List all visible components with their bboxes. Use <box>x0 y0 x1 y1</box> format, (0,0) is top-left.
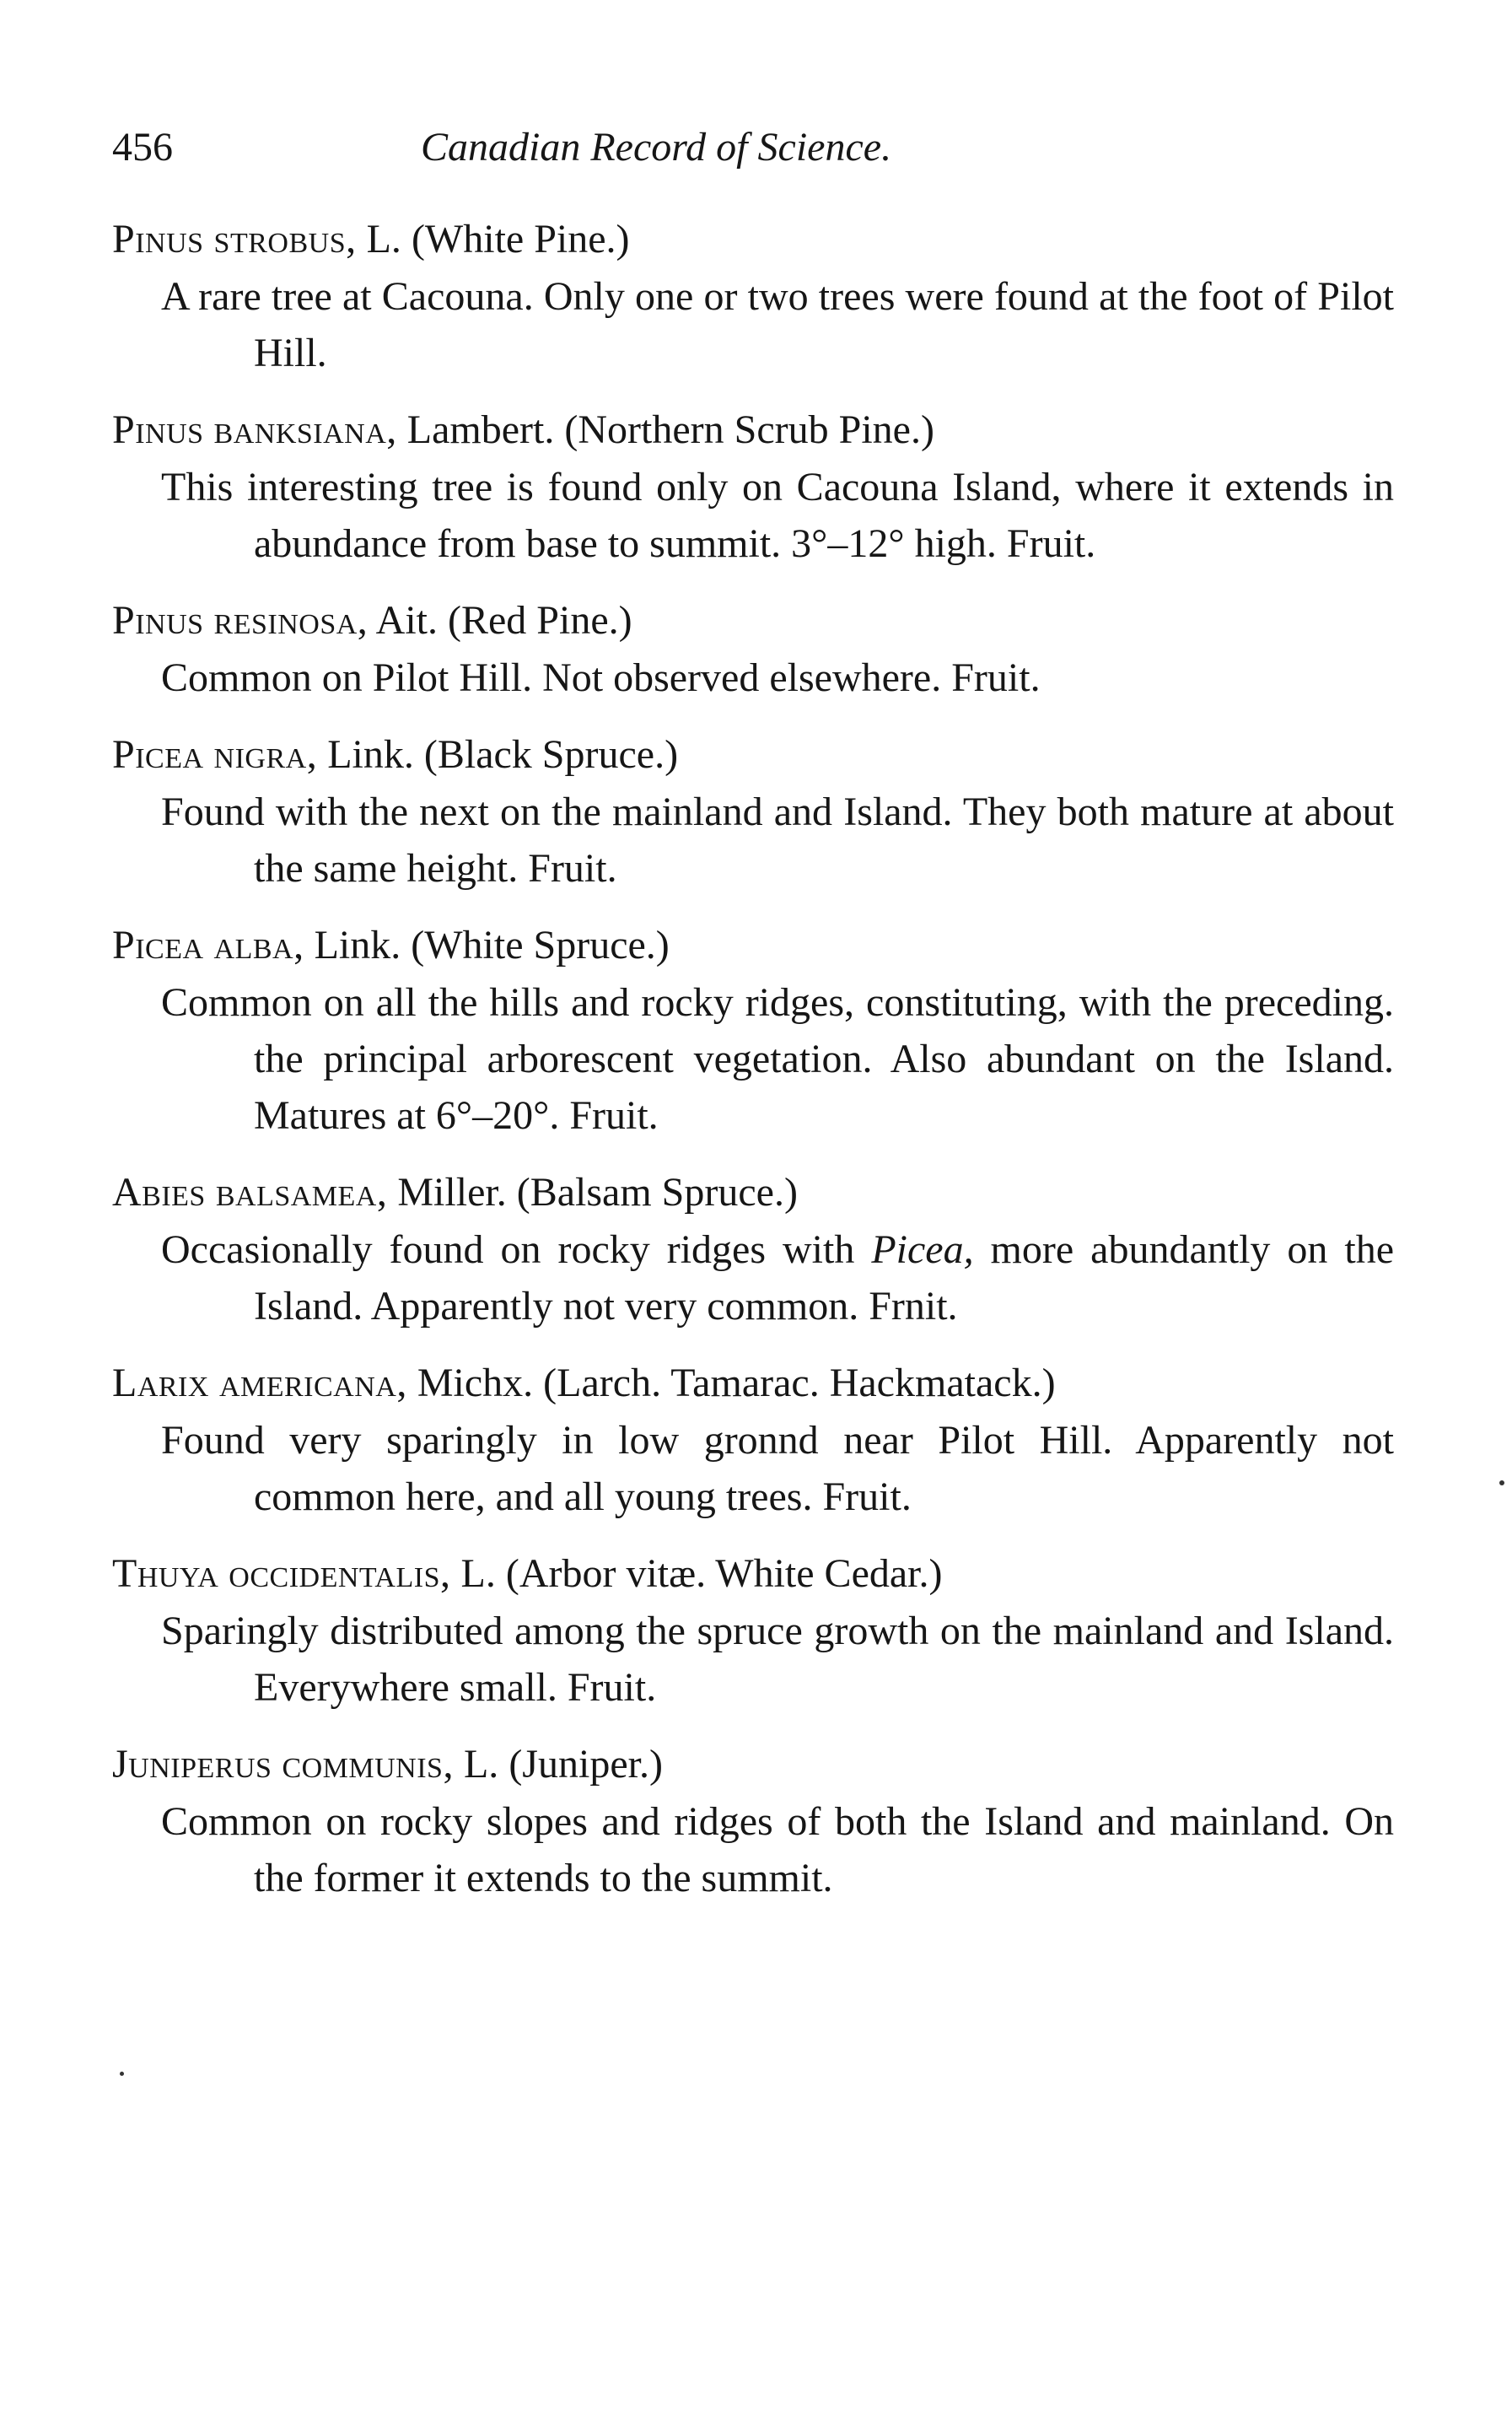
entry-heading <box>112 592 1394 649</box>
common-name: (Juniper.) <box>508 1742 663 1787</box>
species-epithet: banksiana, <box>213 407 397 452</box>
entry-description: Found very sparingly in low gronnd near Pilot Hill. Apparently not common here, and all young trees. Fruit. <box>161 1418 1394 1519</box>
journal-title: Canadian Record of Science. <box>421 125 892 170</box>
entry-heading <box>112 1355 1394 1412</box>
genus-name: Abies <box>112 1170 206 1215</box>
author-citation: Ait. <box>375 598 438 643</box>
species-entry-pinus-banksiana <box>112 402 1394 572</box>
entry-heading <box>112 402 1394 459</box>
species-epithet: americana, <box>218 1361 407 1405</box>
author-citation: Link. <box>327 732 414 777</box>
entry-heading <box>112 917 1394 974</box>
species-epithet: nigra, <box>213 732 318 777</box>
common-name: (Northern Scrub Pine.) <box>564 407 934 452</box>
species-entry-larix-americana <box>112 1355 1394 1525</box>
entry-description: A rare tree at Cacouna. Only one or two trees were found at the foot of Pilot Hill. <box>161 274 1394 375</box>
genus-name: Pinus <box>112 217 204 261</box>
species-entry-picea-nigra <box>112 726 1394 897</box>
author-citation: L. <box>366 217 401 261</box>
common-name: (Arbor vitæ. White Cedar.) <box>505 1551 943 1596</box>
species-epithet: alba, <box>213 923 304 967</box>
author-citation: L. <box>463 1742 499 1787</box>
entry-description: Common on Pilot Hill. Not observed elsewhere. Fruit. <box>161 655 1041 700</box>
author-citation: Miller. <box>397 1170 507 1215</box>
margin-speck <box>1499 1480 1504 1485</box>
entry-heading <box>112 1736 1394 1793</box>
author-citation: Lambert. <box>406 407 555 452</box>
description-text: Occasionally found on rocky ridges with <box>161 1227 872 1272</box>
description-italic-genus: Picea, <box>871 1227 974 1272</box>
entry-heading <box>112 1164 1394 1221</box>
entry-description: Sparingly distributed among the spruce growth on the mainland and Island. Everywhere small. Fruit. <box>161 1609 1394 1710</box>
species-list <box>112 211 1394 1927</box>
entry-description: Common on all the hills and rocky ridges, constituting, with the preceding. the principal arborescent vegetation. Also abundant on the Island. Matures at 6°–20°. Fruit. <box>161 980 1394 1138</box>
common-name: (White Pine.) <box>411 217 630 261</box>
entry-heading <box>112 211 1394 268</box>
common-name: (White Spruce.) <box>411 923 670 967</box>
author-citation: Link. <box>314 923 401 967</box>
description-text: more abundantly on the Island. Apparently not very common. Frnit. <box>254 1227 1395 1329</box>
entry-heading <box>112 1545 1394 1603</box>
author-citation: Michx. <box>417 1361 534 1405</box>
entry-description: Found with the next on the mainland and Island. They both mature at about the same height. Fruit. <box>161 790 1394 891</box>
genus-name: Thuya <box>112 1551 219 1596</box>
entry-description: Common on rocky slopes and ridges of both the Island and mainland. On the former it extends to the summit. <box>161 1799 1394 1900</box>
species-entry-picea-alba <box>112 917 1394 1144</box>
species-entry-pinus-resinosa <box>112 592 1394 706</box>
genus-name: Pinus <box>112 598 204 643</box>
genus-name: Picea <box>112 923 204 967</box>
common-name: (Larch. Tamarac. Hackmatack.) <box>543 1361 1056 1405</box>
author-citation: L. <box>460 1551 496 1596</box>
species-entry-thuya-occidentalis <box>112 1545 1394 1716</box>
species-epithet: strobus, <box>213 217 357 261</box>
species-entry-pinus-strobus <box>112 211 1394 381</box>
species-epithet: balsamea, <box>215 1170 388 1215</box>
common-name: (Black Spruce.) <box>423 732 679 777</box>
entry-description <box>161 1221 1394 1334</box>
entry-heading <box>112 726 1394 784</box>
species-entry-juniperus-communis <box>112 1736 1394 1906</box>
species-epithet: resinosa, <box>213 598 369 643</box>
page-number: 456 <box>112 125 173 170</box>
genus-name: Picea <box>112 732 204 777</box>
common-name: (Balsam Spruce.) <box>516 1170 798 1215</box>
genus-name: Larix <box>112 1361 209 1405</box>
margin-speck <box>120 2072 124 2076</box>
running-head <box>112 118 1369 177</box>
entry-description: This interesting tree is found only on Cacouna Island, where it extends in abundance from base to summit. 3°–12° high. Fruit. <box>161 465 1394 566</box>
species-epithet: communis, <box>282 1742 454 1787</box>
species-epithet: occidentalis, <box>229 1551 451 1596</box>
common-name: (Red Pine.) <box>448 598 632 643</box>
genus-name: Juniperus <box>112 1742 272 1787</box>
species-entry-abies-balsamea <box>112 1164 1394 1334</box>
genus-name: Pinus <box>112 407 204 452</box>
